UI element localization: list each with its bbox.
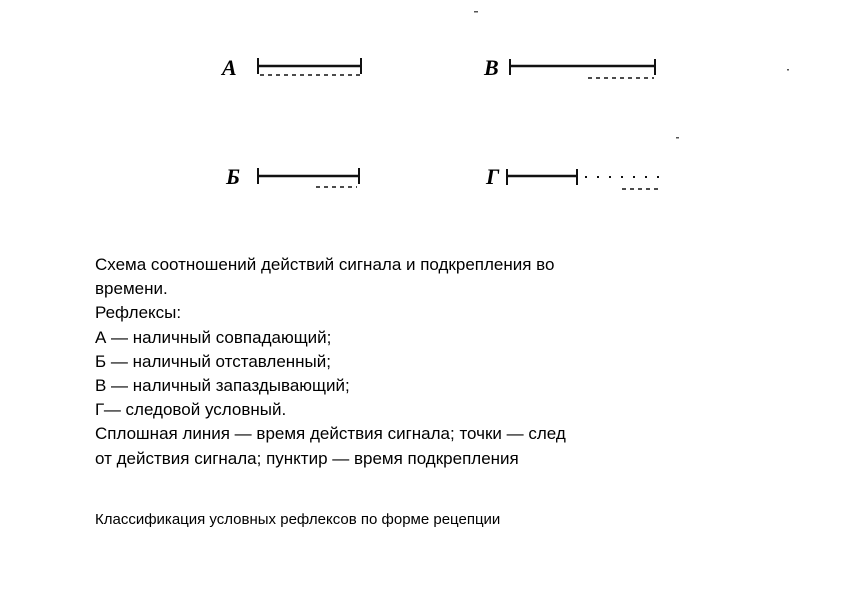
caption-line: Сплошная линия — время действия сигнала; точки — след (95, 424, 566, 444)
caption-line: Рефлексы: (95, 303, 182, 323)
label-b: Б (226, 164, 240, 189)
caption-line: А — наличный совпадающий; (95, 327, 332, 347)
diagram-caption (95, 253, 695, 471)
label-v: В (484, 55, 499, 80)
timing-lines (0, 0, 842, 240)
label-a: А (222, 55, 237, 80)
timeline-v (510, 59, 655, 78)
timeline-a (258, 58, 361, 75)
caption-line: В — наличный запаздывающий; (95, 376, 350, 396)
caption-line: Схема соотношений действий сигнала и подкрепления во (95, 255, 555, 274)
caption-line: от действия сигнала; пунктир — время подкрепления (95, 448, 519, 468)
timeline-b (258, 168, 359, 187)
label-g: Г (486, 164, 500, 189)
reflex-timing-diagram (0, 0, 842, 240)
scan-specks (474, 11, 789, 139)
caption-line: времени. (95, 279, 168, 299)
caption-line: Б — наличный отставленный; (95, 351, 331, 371)
timeline-g (507, 169, 660, 189)
classification-subtitle: Классификация условных рефлексов по форме рецепции (95, 511, 501, 528)
caption-line: Г— следовой условный. (95, 400, 287, 420)
